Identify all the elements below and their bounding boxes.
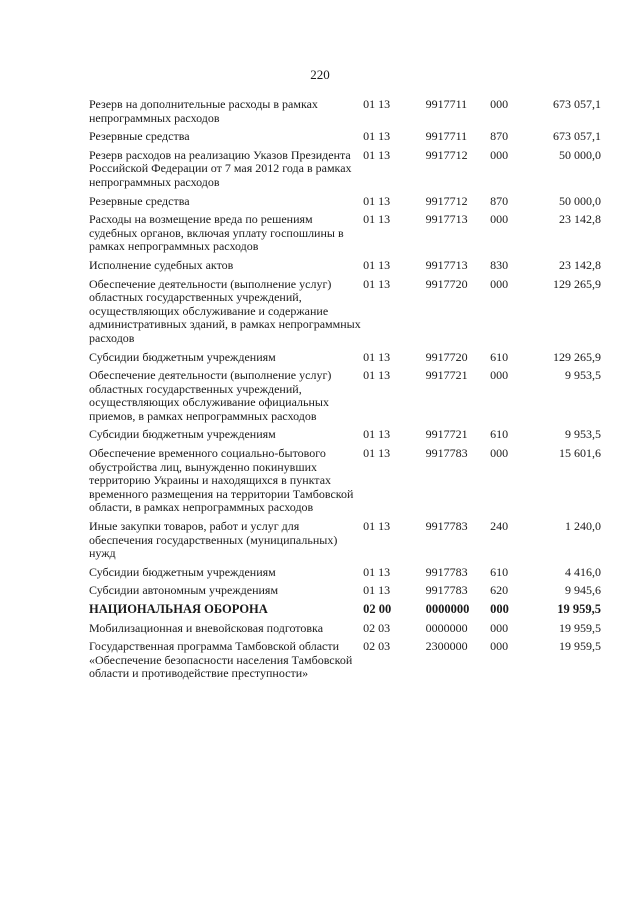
row-target: 9917783 bbox=[425, 519, 468, 534]
row-expense: 240 bbox=[490, 519, 509, 534]
table-row bbox=[89, 213, 601, 259]
row-name: Обеспечение временного социально-бытового обустройства лиц, вынужденно покинувших территорию Украины и находящихся в пунктах временного размещения на территории Тамбовской области, в рамках непрограммных расходов bbox=[89, 446, 354, 515]
row-section: 02 03 bbox=[363, 620, 391, 635]
row-name: Субсидии бюджетным учреждениям bbox=[89, 564, 276, 579]
row-target: 9917713 bbox=[425, 257, 468, 272]
section-row bbox=[89, 603, 601, 622]
row-section: 01 13 bbox=[363, 276, 391, 291]
row-target: 9917720 bbox=[425, 349, 468, 364]
row-target: 9917721 bbox=[425, 368, 468, 383]
row-expense: 610 bbox=[490, 427, 509, 442]
row-target: 9917783 bbox=[425, 564, 468, 579]
row-expense: 610 bbox=[490, 564, 509, 579]
row-expense: 000 bbox=[490, 276, 509, 291]
row-name: НАЦИОНАЛЬНАЯ ОБОРОНА bbox=[89, 602, 268, 616]
row-section: 01 13 bbox=[363, 129, 391, 144]
row-amount: 19 959,5 bbox=[559, 620, 601, 635]
row-section: 01 13 bbox=[363, 212, 391, 227]
row-amount: 1 240,0 bbox=[565, 519, 601, 534]
row-section: 01 13 bbox=[363, 519, 391, 534]
row-target: 9917783 bbox=[425, 446, 468, 461]
row-name: Резерв расходов на реализацию Указов Президента Российской Федерации от 7 мая 2012 года в рамках непрограммных расходов bbox=[89, 147, 352, 189]
table-row bbox=[89, 195, 601, 214]
row-section: 01 13 bbox=[363, 193, 391, 208]
row-target: 9917711 bbox=[425, 97, 468, 111]
table-row bbox=[89, 278, 601, 351]
table-row bbox=[89, 369, 601, 428]
row-section: 01 13 bbox=[363, 368, 391, 383]
table-row bbox=[89, 447, 601, 520]
table-row bbox=[89, 520, 601, 566]
row-amount: 9 953,5 bbox=[565, 427, 601, 442]
row-target: 9917712 bbox=[425, 193, 468, 208]
table-row bbox=[89, 566, 601, 585]
row-target: 9917711 bbox=[425, 129, 468, 144]
row-name: Исполнение судебных актов bbox=[89, 257, 234, 272]
row-name: Субсидии бюджетным учреждениям bbox=[89, 349, 276, 364]
row-section: 01 13 bbox=[363, 427, 391, 442]
row-amount: 15 601,6 bbox=[559, 446, 601, 461]
row-name: Расходы на возмещение вреда по решениям судебных органов, включая уплату госпошлины в рамках непрограммных расходов bbox=[89, 212, 344, 254]
row-name: Обеспечение деятельности (выполнение услуг) областных государственных учреждений, осуществляющих обслуживание официальных приемов, в рамках непрограммных расходов bbox=[89, 368, 332, 423]
row-target: 0000000 bbox=[425, 620, 468, 635]
row-expense: 000 bbox=[490, 620, 509, 635]
table-row bbox=[89, 130, 601, 149]
row-section: 01 13 bbox=[363, 147, 391, 162]
row-section: 01 13 bbox=[363, 257, 391, 272]
row-amount: 23 142,8 bbox=[559, 257, 601, 272]
row-amount: 673 057,1 bbox=[553, 97, 601, 111]
row-name: Государственная программа Тамбовской области «Обеспечение безопасности населения Тамбовской области и противодействие преступности» bbox=[89, 639, 353, 681]
row-name: Резервные средства bbox=[89, 193, 190, 208]
row-name: Мобилизационная и вневойсковая подготовка bbox=[89, 620, 324, 635]
row-amount: 9 953,5 bbox=[565, 368, 601, 383]
table-row bbox=[89, 149, 601, 195]
row-target: 9917721 bbox=[425, 427, 468, 442]
page-number: 220 bbox=[310, 67, 330, 82]
row-amount: 4 416,0 bbox=[565, 564, 601, 579]
row-amount: 673 057,1 bbox=[553, 129, 601, 144]
row-target: 9917713 bbox=[425, 212, 468, 227]
row-expense: 000 bbox=[490, 368, 509, 383]
row-amount: 23 142,8 bbox=[559, 212, 601, 227]
row-section: 02 03 bbox=[363, 639, 391, 654]
row-expense: 610 bbox=[490, 349, 509, 364]
row-expense: 000 bbox=[490, 639, 509, 654]
row-target: 9917720 bbox=[425, 276, 468, 291]
row-amount: 19 959,5 bbox=[557, 602, 601, 616]
row-name: Резерв на дополнительные расходы в рамках непрограммных расходов bbox=[89, 97, 318, 125]
row-section: 01 13 bbox=[363, 349, 391, 364]
row-amount: 19 959,5 bbox=[559, 639, 601, 654]
budget-table bbox=[89, 98, 601, 686]
table-row bbox=[89, 351, 601, 370]
row-name: Субсидии бюджетным учреждениям bbox=[89, 427, 276, 442]
row-name: Субсидии автономным учреждениям bbox=[89, 583, 279, 598]
row-target: 0000000 bbox=[425, 602, 470, 616]
row-name: Обеспечение деятельности (выполнение услуг) областных государственных учреждений, осуществляющих обслуживание и содержание административных зданий, в рамках непрограммных расходов bbox=[89, 276, 361, 345]
table-row bbox=[89, 640, 601, 686]
row-expense: 000 bbox=[490, 602, 509, 616]
table-row bbox=[89, 259, 601, 278]
table-row bbox=[89, 584, 601, 603]
row-expense: 000 bbox=[490, 97, 509, 111]
row-expense: 000 bbox=[490, 446, 509, 461]
row-target: 2300000 bbox=[425, 639, 468, 654]
row-section: 01 13 bbox=[363, 446, 391, 461]
row-amount: 50 000,0 bbox=[559, 193, 601, 208]
row-amount: 129 265,9 bbox=[553, 349, 601, 364]
table-row bbox=[89, 428, 601, 447]
row-target: 9917712 bbox=[425, 147, 468, 162]
row-target: 9917783 bbox=[425, 583, 468, 598]
row-amount: 129 265,9 bbox=[553, 276, 601, 291]
row-expense: 620 bbox=[490, 583, 509, 598]
row-name: Иные закупки товаров, работ и услуг для обеспечения государственных (муниципальных) нужд bbox=[89, 519, 338, 561]
row-expense: 870 bbox=[490, 193, 509, 208]
row-expense: 830 bbox=[490, 257, 509, 272]
row-section: 02 00 bbox=[363, 602, 392, 616]
row-section: 01 13 bbox=[363, 97, 391, 111]
table-row bbox=[89, 622, 601, 641]
table-row bbox=[89, 98, 601, 130]
row-section: 01 13 bbox=[363, 564, 391, 579]
row-amount: 50 000,0 bbox=[559, 147, 601, 162]
row-section: 01 13 bbox=[363, 583, 391, 598]
row-amount: 9 945,6 bbox=[565, 583, 601, 598]
row-expense: 000 bbox=[490, 212, 509, 227]
row-expense: 870 bbox=[490, 129, 509, 144]
row-name: Резервные средства bbox=[89, 129, 190, 144]
row-expense: 000 bbox=[490, 147, 509, 162]
